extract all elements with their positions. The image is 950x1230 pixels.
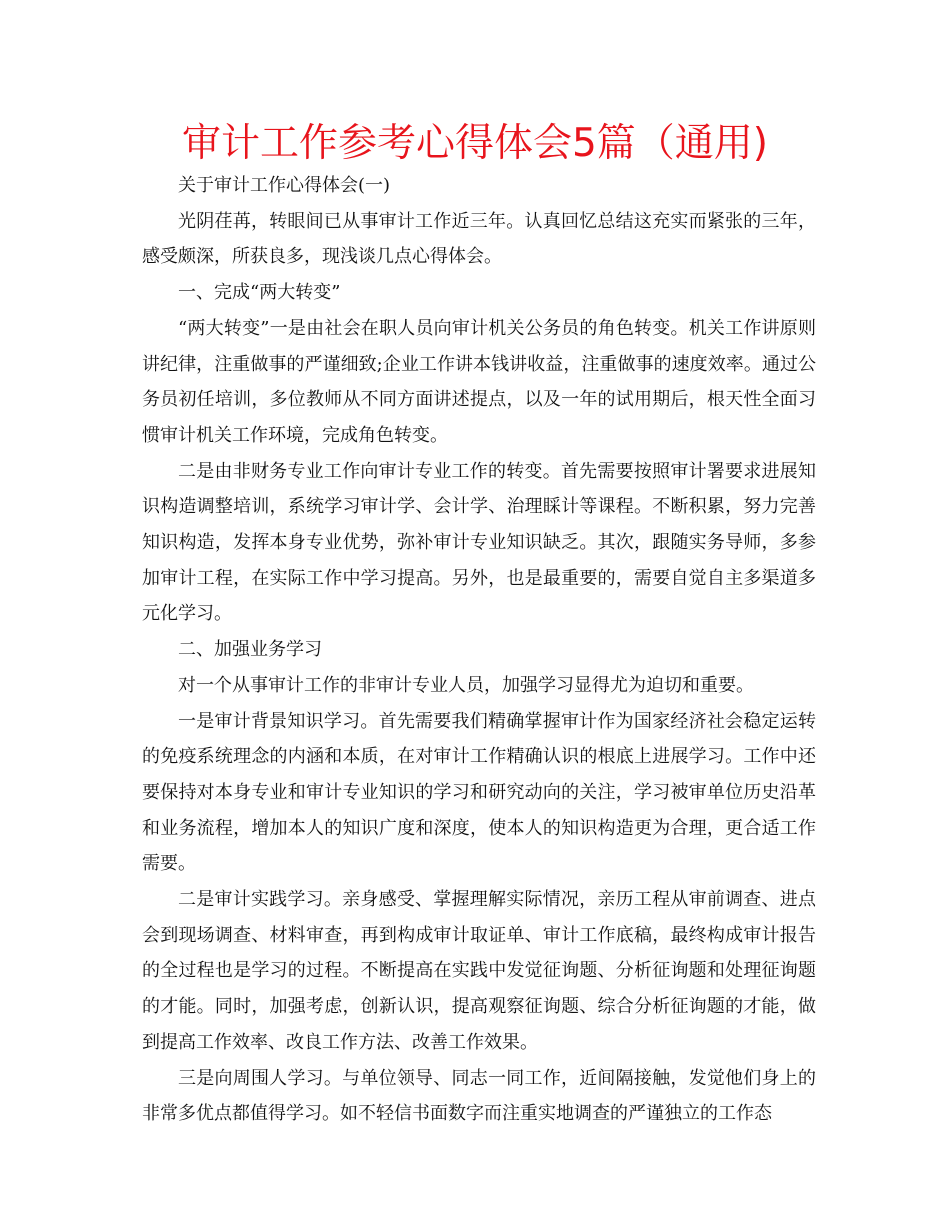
body-paragraph: 三是向周围人学习。与单位领导、同志一同工作，近间隔接触，发觉他们身上的非常多优点都值得学习。如不轻信书面数字而注重实地调查的严谨独立的工作态 [142,1067,816,1125]
section-heading: 一、完成“两大转变” [178,282,341,304]
body-paragraph: 一是审计背景知识学习。首先需要我们精确掌握审计作为国家经济社会稳定运转的免疫系统理念的内涵和本质，在对审计工作精确认识的根底上进展学习。工作中还要保持对本身专业和审计专业知识的学习和研究动向的关注，学习被审单位历史沿革和业务流程，增加本人的知识广度和深度，使本人的知识构造更为合理，更合适工作需要。 [142,710,816,875]
section-heading: 二、加强业务学习 [178,639,322,661]
body-paragraph: “两大转变”一是由社会在职人员向审计机关公务员的角色转变。机关工作讲原则讲纪律，注重做事的严谨细致;企业工作讲本钱讲收益，注重做事的速度效率。通过公务员初任培训，多位教师从不同方面讲述提点，以及一年的试用期后，根天性全面习惯审计机关工作环境，完成角色转变。 [142,317,816,446]
section-heading: 关于审计工作心得体会(一) [178,175,391,196]
body-paragraph: 二是由非财务专业工作向审计专业工作的转变。首先需要按照审计署要求进展知识构造调整培训，系统学习审计学、会计学、治理睬计等课程。不断积累，努力完善知识构造，发挥本身专业优势，弥补审计专业知识缺乏。其次，跟随实务导师，多参加审计工程，在实际工作中学习提高。另外，也是最重要的，需要自觉自主多渠道多元化学习。 [142,460,816,625]
body-paragraph: 对一个从事审计工作的非审计专业人员，加强学习显得尤为迫切和重要。 [178,674,754,696]
document-body [142,168,816,1132]
document-title: 审计工作参考心得体会5篇（通用) [181,121,769,166]
body-paragraph: 二是审计实践学习。亲身感受、掌握理解实际情况，亲历工程从审前调查、进点会到现场调查、材料审查，再到构成审计取证单、审计工作底稿，最终构成审计报告的全过程也是学习的过程。不断提高在实践中发觉征询题、分析征询题和处理征询题的才能。同时，加强考虑，创新认识，提高观察征询题、综合分析征询题的才能，做到提高工作效率、改良工作方法、改善工作效果。 [142,889,816,1053]
body-paragraph: 光阴荏苒，转眼间已从事审计工作近三年。认真回忆总结这充实而紧张的三年，感受颇深，所获良多，现浅谈几点心得体会。 [142,210,816,268]
